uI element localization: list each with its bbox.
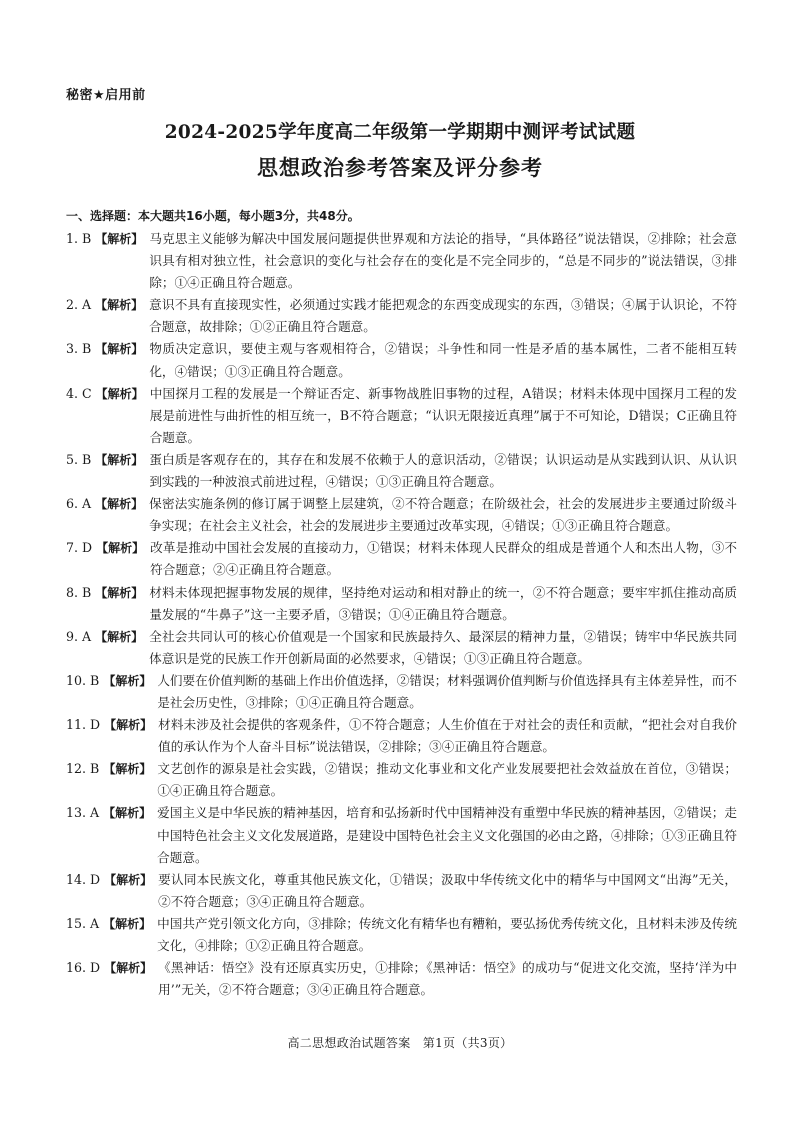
answer-number-and-tag xyxy=(66,869,158,913)
analysis-text: 《黑神话：悟空》没有还原真实历史，①排除；《黑神话：悟空》的成功与“促进文化交流，坚持‘洋为中用’”无关，②不符合题意；③④正确且符合题意。 xyxy=(158,960,737,998)
analysis-tag: 【解析】 xyxy=(104,718,153,733)
answer-key: 10. B xyxy=(66,672,100,688)
answer-item xyxy=(66,913,737,957)
answer-key: 11. D xyxy=(66,717,101,733)
answer-key: 16. D xyxy=(66,960,101,976)
answer-item xyxy=(66,493,737,537)
analysis-text: 保密法实施条例的修订属于调整上层建筑，②不符合题意；在阶级社会，社会的发展进步主要通过阶级斗争实现；在社会主义社会，社会的发展进步主要通过改革实现，④错误；①③正确且符合题意。 xyxy=(149,496,737,534)
analysis-tag: 【解析】 xyxy=(95,452,144,467)
answer-item xyxy=(66,383,737,449)
answer-number-and-tag xyxy=(66,383,150,449)
analysis-text: 意识不具有直接现实性，必须通过实践才能把观念的东西变成现实的东西，③错误；④属于认识论，不符合题意，故排除；①②正确且符合题意。 xyxy=(149,297,737,335)
answer-item xyxy=(66,758,737,802)
analysis-text: 全社会共同认可的核心价值观是一个国家和民族最持久、最深层的精神力量，②错误；铸牢中华民族共同体意识是党的民族工作开创新局面的必然要求，④错误；①③正确且符合题意。 xyxy=(149,628,737,666)
answer-key: 5. B xyxy=(66,451,92,467)
answer-key: 13. A xyxy=(66,805,100,821)
answer-item xyxy=(66,714,737,758)
answer-key: 6. A xyxy=(66,496,92,512)
answer-item xyxy=(66,582,737,626)
analysis-text: 文艺创作的源泉是社会实践，②错误；推动文化事业和文化产业发展要把社会效益放在首位，③错误；①④正确且符合题意。 xyxy=(157,761,737,799)
answer-number-and-tag xyxy=(66,758,157,802)
answer-key: 3. B xyxy=(66,341,92,357)
answer-item xyxy=(66,537,737,581)
section-heading: 一、选择题：本大题共16小题，每小题3分，共48分。 xyxy=(66,209,360,223)
analysis-text: 马克思主义能够为解决中国发展问题提供世界观和方法论的指导，“具体路径”说法错误，②排除；社会意识具有相对独立性，社会意识的变化与社会存在的变化是不完全同步的，“总是不同步的”说法错误，③排除；①④正确且符合题意。 xyxy=(149,231,737,291)
answer-number-and-tag xyxy=(66,338,149,382)
answer-item xyxy=(66,802,737,868)
answer-key: 8. B xyxy=(66,584,92,600)
analysis-tag: 【解析】 xyxy=(103,806,152,821)
answer-item xyxy=(66,228,737,294)
document-subtitle: 思想政治参考答案及评分参考 xyxy=(257,156,543,180)
answer-key: 4. C xyxy=(66,385,92,401)
analysis-tag: 【解析】 xyxy=(103,673,152,688)
answer-number-and-tag xyxy=(66,228,149,294)
answer-item xyxy=(66,670,737,714)
analysis-tag: 【解析】 xyxy=(95,298,144,313)
answer-item xyxy=(66,294,737,338)
page-footer: 高二思想政治试题答案 第1页（共3页） xyxy=(287,1036,513,1050)
analysis-tag: 【解析】 xyxy=(103,762,152,777)
analysis-text: 中国共产党引领文化方向，③排除；传统文化有精华也有糟粕，要弘扬优秀传统文化，且材料未涉及传统文化，④排除；①②正确且符合题意。 xyxy=(157,915,737,953)
analysis-tag: 【解析】 xyxy=(104,872,153,887)
answer-item xyxy=(66,957,737,1001)
answer-item xyxy=(66,449,737,493)
analysis-tag: 【解析】 xyxy=(103,916,152,931)
answer-key: 2. A xyxy=(66,297,92,313)
analysis-text: 材料未体现把握事物发展的规律，坚持绝对运动和相对静止的统一，②不符合题意；要牢牢抓住推动高质量发展的“牛鼻子”这一主要矛盾，③错误；①④正确且符合题意。 xyxy=(149,584,737,622)
answer-number-and-tag xyxy=(66,957,158,1001)
analysis-text: 人们要在价值判断的基础上作出价值选择，②错误；材料强调价值判断与价值选择具有主体差异性，而不是社会历史性，③排除；①④正确且符合题意。 xyxy=(157,672,737,710)
answer-item xyxy=(66,869,737,913)
answer-number-and-tag xyxy=(66,714,158,758)
answer-key: 15. A xyxy=(66,915,100,931)
answer-number-and-tag xyxy=(66,294,149,338)
analysis-tag: 【解析】 xyxy=(95,386,144,401)
analysis-tag: 【解析】 xyxy=(95,232,144,246)
answer-key: 12. B xyxy=(66,761,100,777)
answer-key: 7. D xyxy=(66,540,93,556)
analysis-tag: 【解析】 xyxy=(95,585,144,600)
answer-item xyxy=(66,338,737,382)
analysis-text: 蛋白质是客观存在的，其存在和发展不依赖于人的意识活动，②错误；认识运动是从实践到认识、从认识到实践的一种波浪式前进过程，④错误；①③正确且符合题意。 xyxy=(149,451,737,490)
answer-number-and-tag xyxy=(66,493,149,537)
answer-number-and-tag xyxy=(66,449,149,493)
answer-key: 9. A xyxy=(66,628,92,644)
analysis-tag: 【解析】 xyxy=(96,541,145,556)
analysis-tag: 【解析】 xyxy=(95,342,144,357)
answer-list xyxy=(66,228,737,1001)
analysis-text: 物质决定意识，要使主观与客观相符合，②错误；斗争性和同一性是矛盾的基本属性，二者不能相互转化，④错误；①③正确且符合题意。 xyxy=(149,341,737,379)
analysis-text: 改革是推动中国社会发展的直接动力，①错误；材料未体现人民群众的组成是普通个人和杰出人物，③不符合题意；②④正确且符合题意。 xyxy=(150,540,737,578)
analysis-tag: 【解析】 xyxy=(104,961,153,976)
analysis-tag: 【解析】 xyxy=(95,629,144,644)
answer-number-and-tag xyxy=(66,670,157,714)
analysis-text: 要认同本民族文化，尊重其他民族文化，①错误；汲取中华传统文化中的精华与中国网文“出海”无关，②不符合题意；③④正确且符合题意。 xyxy=(158,871,737,909)
analysis-tag: 【解析】 xyxy=(95,497,144,512)
answer-number-and-tag xyxy=(66,582,149,626)
answer-key: 14. D xyxy=(66,871,101,887)
analysis-text: 中国探月工程的发展是一个辩证否定、新事物战胜旧事物的过程，A错误；材料未体现中国探月工程的发展是前进性与曲折性的相互统一，B不符合题意；“认识无限接近真理”属于不可知论，D错误；C正确且符合题意。 xyxy=(149,385,737,445)
answer-key: 1. B xyxy=(66,231,92,246)
answer-number-and-tag xyxy=(66,626,149,670)
exam-title: 2024-2025学年度高二年级第一学期期中测评考试试题 xyxy=(164,122,636,143)
answer-number-and-tag xyxy=(66,913,157,957)
answer-item xyxy=(66,626,737,670)
answer-number-and-tag xyxy=(66,537,150,581)
analysis-text: 材料未涉及社会提供的客观条件，①不符合题意；人生价值在于对社会的责任和贡献，“把社会对自我价值的承认作为个人奋斗目标”说法错误，②排除；③④正确且符合题意。 xyxy=(158,717,737,755)
analysis-text: 爱国主义是中华民族的精神基因，培育和弘扬新时代中国精神没有重塑中华民族的精神基因，②错误；走中国特色社会主义文化发展道路，是建设中国特色社会主义文化强国的必由之路，④排除；①③正确且符合题意。 xyxy=(157,805,737,865)
answer-number-and-tag xyxy=(66,802,157,868)
confidential-mark: 秘密★启用前 xyxy=(66,88,146,103)
